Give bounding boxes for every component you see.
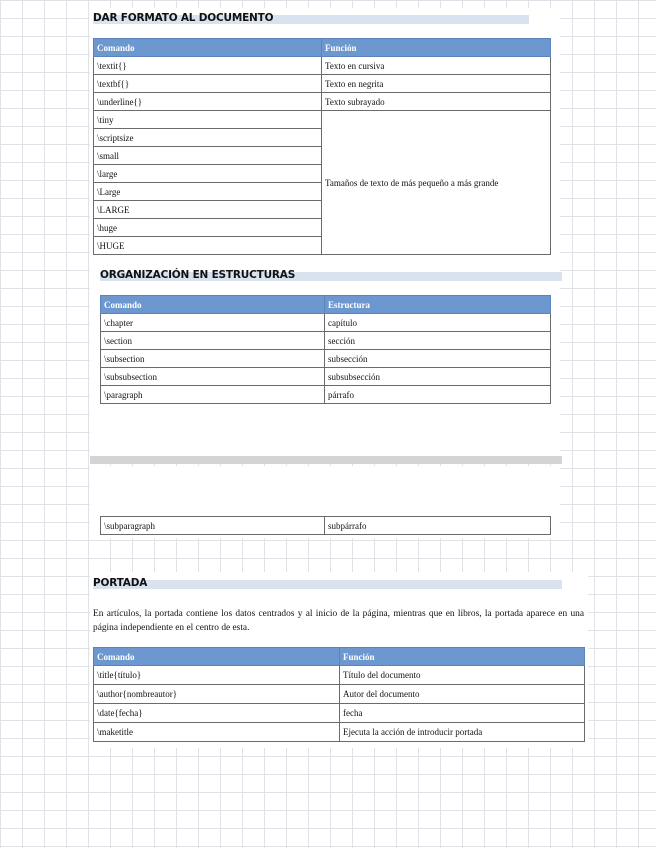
command-cell: \textit{} [94, 57, 322, 75]
structure-cell: párrafo [325, 386, 551, 404]
function-cell: Texto subrayado [322, 93, 551, 111]
table-row [94, 723, 585, 742]
structure-table [100, 295, 551, 404]
command-cell: \textbf{} [94, 75, 322, 93]
section-heading-estructuras [100, 269, 562, 283]
structure-cell: subsección [325, 350, 551, 368]
table-row [94, 75, 551, 93]
header-cell: Estructura [325, 296, 551, 314]
command-cell: \section [101, 332, 325, 350]
header-cell: Comando [94, 648, 340, 666]
command-cell: \date{fecha} [94, 704, 340, 723]
table-row [101, 368, 551, 386]
function-cell: Autor del documento [340, 685, 585, 704]
command-cell: \subsubsection [101, 368, 325, 386]
command-cell: \author{nombreautor} [94, 685, 340, 704]
function-cell: Texto en negrita [322, 75, 551, 93]
size-description-cell: Tamaños de texto de más pequeño a más grande [322, 111, 551, 255]
structure-cell: capítulo [325, 314, 551, 332]
command-cell: \tiny [94, 111, 322, 129]
command-cell: \chapter [101, 314, 325, 332]
command-cell: \subparagraph [101, 517, 325, 535]
command-cell: \large [94, 165, 322, 183]
command-cell: \title{título} [94, 666, 340, 685]
command-cell: \LARGE [94, 201, 322, 219]
structure-cell: subpárrafo [325, 517, 551, 535]
command-cell: \Large [94, 183, 322, 201]
portada-paragraph: En artículos, la portada contiene los datos centrados y al inicio de la página, mientras que en libros, la portada aparece en una página independiente en el centro de esta. [93, 609, 584, 633]
header-cell: Función [322, 39, 551, 57]
table-row [94, 685, 585, 704]
command-cell: \small [94, 147, 322, 165]
table-row [94, 666, 585, 685]
table-header-row [94, 39, 551, 57]
structure-cell: sección [325, 332, 551, 350]
table-header-row [94, 648, 585, 666]
header-cell: Comando [94, 39, 322, 57]
heading-band [93, 580, 562, 589]
table-row [94, 57, 551, 75]
page-break-band [90, 456, 562, 464]
command-cell: \underline{} [94, 93, 322, 111]
table-row [101, 386, 551, 404]
command-cell: \huge [94, 219, 322, 237]
function-cell: fecha [340, 704, 585, 723]
command-cell: \maketitle [94, 723, 340, 742]
section-heading-portada [93, 577, 562, 591]
table-row [101, 517, 551, 535]
table-row [94, 111, 551, 129]
command-cell: \subsection [101, 350, 325, 368]
structure-cell: subsubsección [325, 368, 551, 386]
function-cell: Ejecuta la acción de introducir portada [340, 723, 585, 742]
section-title: ORGANIZACIÓN EN ESTRUCTURAS [100, 269, 296, 281]
command-cell: \scriptsize [94, 129, 322, 147]
command-cell: \HUGE [94, 237, 322, 255]
function-cell: Título del documento [340, 666, 585, 685]
header-cell: Comando [101, 296, 325, 314]
section-heading-formato [93, 12, 529, 26]
header-cell: Función [340, 648, 585, 666]
section-title: DAR FORMATO AL DOCUMENTO [93, 12, 274, 24]
function-cell: Texto en cursiva [322, 57, 551, 75]
portada-table [93, 647, 585, 742]
table-row [101, 350, 551, 368]
table-row [94, 704, 585, 723]
table-row [101, 332, 551, 350]
structure-table-continued [100, 516, 551, 535]
format-table [93, 38, 551, 255]
table-row [101, 314, 551, 332]
table-header-row [101, 296, 551, 314]
table-row [94, 93, 551, 111]
section-title: PORTADA [93, 577, 148, 589]
command-cell: \paragraph [101, 386, 325, 404]
